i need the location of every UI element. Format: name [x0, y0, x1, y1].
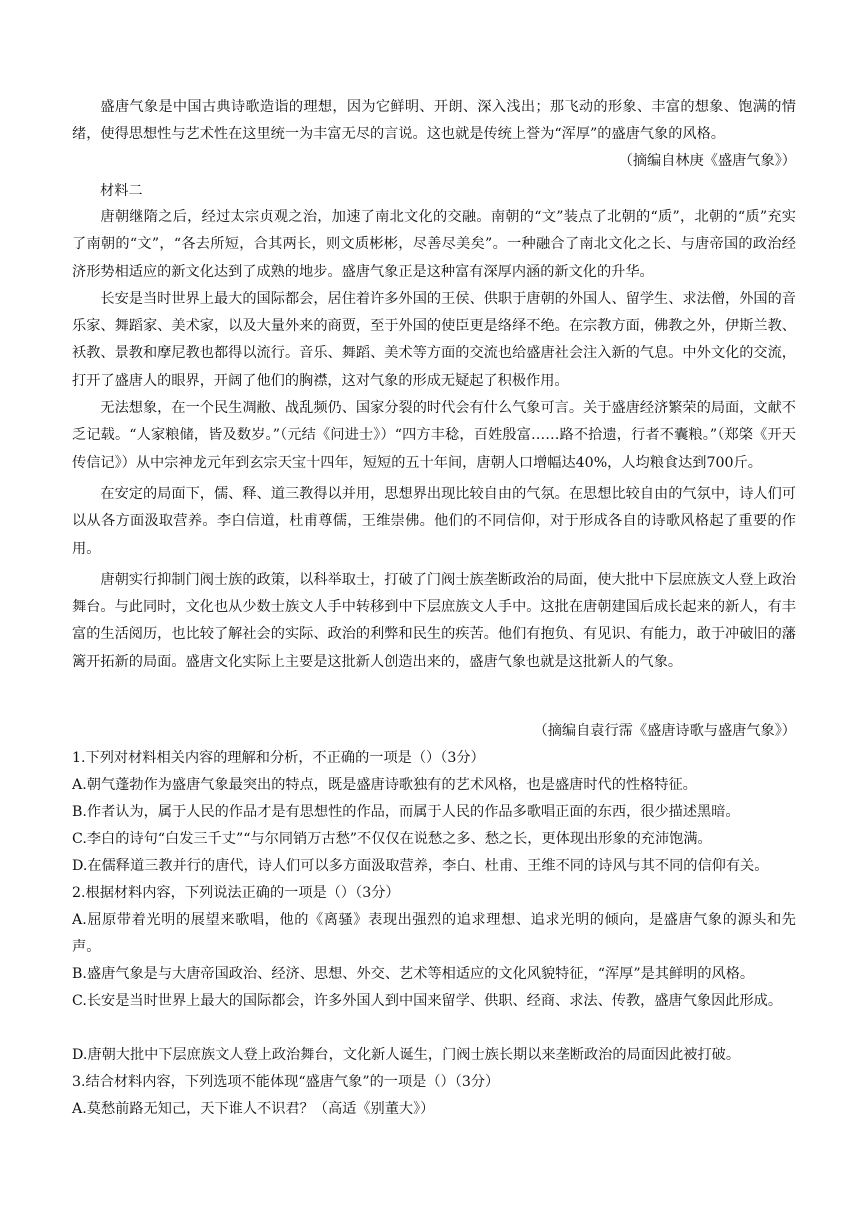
question-2-option-b: B.盛唐气象是与大唐帝国政治、经济、思想、外交、艺术等相适应的文化风貌特征，“浑厚”是其鲜明的风格。	[72, 966, 755, 982]
citation-yuan-xingpei: （摘编自袁行霈《盛唐诗歌与盛唐气象》）	[533, 723, 796, 739]
question-1-option-d: D.在儒释道三教并行的唐代，诗人们可以多方面汲取营养，李白、杜甫、王维不同的诗风与其不同的信仰有关。	[72, 858, 769, 874]
question-1-option-a: A.朝气蓬勃作为盛唐气象最突出的特点，既是盛唐诗歌独有的艺术风格，也是盛唐时代的性格特征。	[72, 777, 697, 793]
material-two-block	[72, 204, 796, 676]
question-2-stem: 2.根据材料内容，下列说法正确的一项是（）（3分）	[72, 885, 400, 901]
question-1-option-c: C.李白的诗句“白发三千丈”“与尔同销万古愁”不仅仅在说愁之多、愁之长，更体现出形象的充沛饱满。	[72, 831, 712, 847]
question-3-stem: 3.结合材料内容，下列选项不能体现“盛唐气象”的一项是（）（3分）	[72, 1074, 500, 1090]
paragraph-three-teachings: 在安定的局面下，儒、释、道三教得以并用，思想界出现比较自由的气氛。在思想比较自由的气氛中，诗人们可以从各方面汲取营养。李白信道，杜甫尊儒，王维崇佛。他们的不同信仰，对于形成各自的诗歌风格起了重要的作用。	[72, 485, 796, 557]
material-two-label: 材料二	[100, 183, 143, 199]
question-1-option-b: B.作者认为，属于人民的作品才是有思想性的作品，而属于人民的作品多歌唱正面的东西，很少描述黑暗。	[72, 804, 740, 820]
passage-intro-paragraph: 盛唐气象是中国古典诗歌造诣的理想，因为它鲜明、开朗、深入浅出；那飞动的形象、丰富的想象、饱满的情绪，使得思想性与艺术性在这里统一为丰富无尽的言说。这也就是传统上誉为“浑厚”的盛唐气象的风格。	[72, 99, 796, 143]
paragraph-changan: 长安是当时世界上最大的国际都会，居住着许多外国的王侯、供职于唐朝的外国人、留学生、求法僧，外国的音乐家、舞蹈家、美术家，以及大量外来的商贾，至于外国的使臣更是络绎不绝。在宗教方面，佛教之外，伊斯兰教、袄教、景教和摩尼教也都得以流行。音乐、舞蹈、美术等方面的交流也给盛唐社会注入新的气息。中外文化的交流，打开了盛唐人的眼界，开阔了他们的胸襟，这对气象的形成无疑起了积极作用。	[72, 290, 796, 389]
passage-intro-block	[72, 94, 796, 149]
question-3-option-a: A.莫愁前路无知己，天下谁人不识君？（高适《别董大》）	[72, 1101, 435, 1117]
question-2-option-c: C.长安是当时世界上最大的国际都会，许多外国人到中国来留学、供职、经商、求法、传教，盛唐气象因此形成。	[72, 993, 783, 1009]
paragraph-economy: 无法想象，在一个民生凋敝、战乱频仍、国家分裂的时代会有什么气象可言。关于盛唐经济繁荣的局面，文献不乏记载。“人家粮储，皆及数岁。”（元结《问进士》）“四方丰稔，百姓殷富……路不拾遗，行者不囊粮。”（郑棨《开天传信记》）从中宗神龙元年到玄宗天宝十四年，短短的五十年间，唐朝人口增幅达40%，人均粮食达到700斤。	[72, 400, 796, 471]
question-2-option-d: D.唐朝大批中下层庶族文人登上政治舞台，文化新人诞生，门阀士族长期以来垄断政治的局面因此被打破。	[72, 1047, 741, 1063]
paragraph-new-literati: 唐朝实行抑制门阀士族的政策，以科举取士，打破了门阀士族垄断政治的局面，使大批中下层庶族文人登上政治舞台。与此同时，文化也从少数士族文人手中转移到中下层庶族文人手中。这批在唐朝建国后成长起来的新人，有丰富的生活阅历，也比较了解社会的实际、政治的利弊和民生的疾苦。他们有抱负、有见识、有能力，敢于冲破旧的藩篱开拓新的局面。盛唐文化实际上主要是这批新人创造出来的，盛唐气象也就是这批新人的气象。	[72, 571, 796, 670]
paragraph-cultural-fusion: 唐朝继隋之后，经过太宗贞观之治，加速了南北文化的交融。南朝的“文”装点了北朝的“质”，北朝的“质”充实了南朝的“文”，“各去所短，合其两长，则文质彬彬，尽善尽美矣”。一种融合了南北文化之长、与唐帝国的政治经济形势相适应的新文化达到了成熟的地步。盛唐气象正是这种富有深厚内涵的新文化的升华。	[72, 209, 796, 280]
question-2-option-a: A.屈原带着光明的展望来歌唱，他的《离骚》表现出强烈的追求理想、追求光明的倾向，是盛唐气象的源头和先声。	[72, 912, 796, 956]
citation-lin-geng: （摘编自林庚《盛唐气象》）	[618, 153, 796, 169]
question-1-stem: 1.下列对材料相关内容的理解和分析，不正确的一项是（）（3分）	[72, 750, 485, 766]
